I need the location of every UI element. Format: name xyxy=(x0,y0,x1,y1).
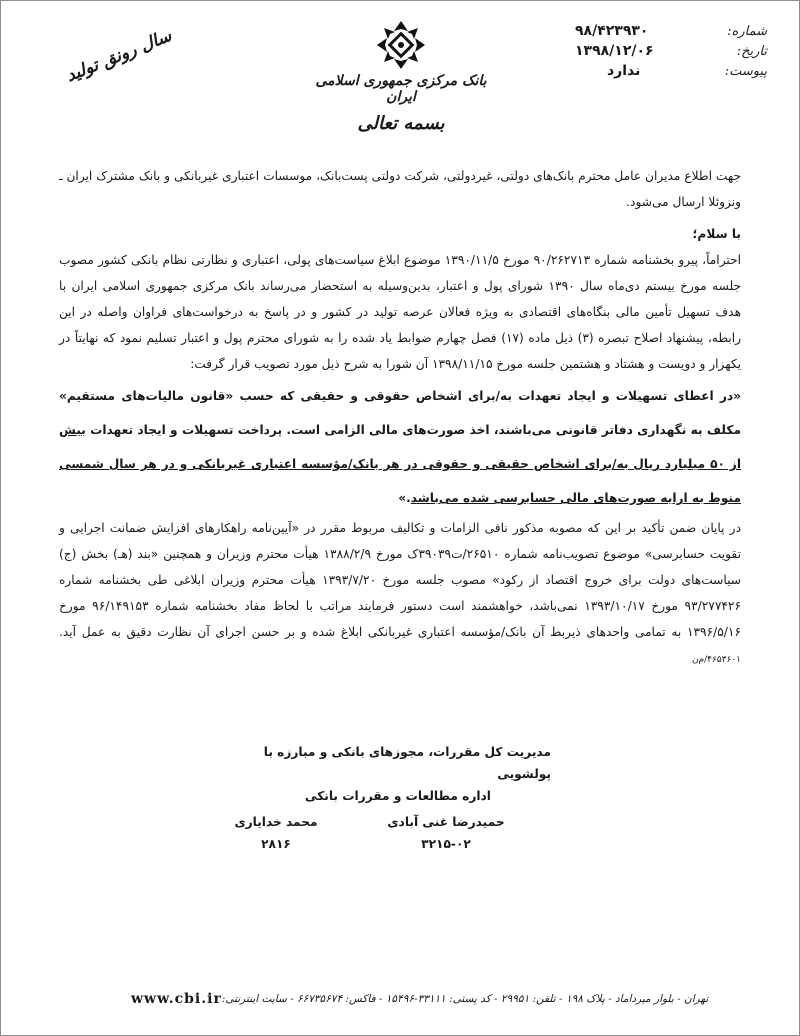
bank-emblem-icon xyxy=(375,19,427,71)
signature-dept-1: مدیریت کل مقررات، مجوزهای بانکی و مبارزه با پولشویی xyxy=(263,745,551,781)
resolution-part-1: «در اعطای تسهیلات و ایجاد تعهدات به/برای اشخاص حقوقی و حقیقی که حسب «قانون مالیات‌های مستقیم» مکلف به نگهداری دفاتر قانونی می‌باشند، اخذ صورت‌های مالی الزامی است. پرداخت تسهیلات و ایجاد تعهدات xyxy=(59,389,741,437)
signature-dept-2: اداره مطالعات و مقررات بانکی xyxy=(304,789,491,803)
meta-attachment-row xyxy=(567,63,767,79)
signature-block xyxy=(211,741,551,855)
attachment-label: پیوست: xyxy=(724,64,767,79)
bank-name: بانک مرکزی جمهوری اسلامی ایران xyxy=(315,73,487,105)
number-value: ۹۸/۴۲۳۹۳۰ xyxy=(575,23,649,39)
paragraph-1: احتراماً، پیرو بخشنامه شماره ۹۰/۲۶۲۷۱۳ مورخ ۱۳۹۰/۱۱/۵ موضوع ابلاغ سیاست‌های پولی، اعتباری و نظارتی نظام بانکی کشور مصوب جلسه مورخ بیستم دی‌ماه سال ۱۳۹۰ شورای پول و اعتبار، بدین‌وسیله به استحضار می‌رساند بانک مرکزی جمهوری اسلامی ایران با هدف تسهیل تأمین مالی بنگاه‌های اقتصادی به ویژه فعالان عرصه تولید در کشور و در پاسخ به درخواست‌های فراوان واصله در این رابطه، پیشنهاد اصلاح تبصره (۳) ذیل ماده (۱۷) فصل چهارم ضوابط یاد شده را به شورای محترم پول و اعتبار تسلیم نمود که نهایتاً در یکهزار و دویست و هشتاد و هشتمین جلسه مورخ ۱۳۹۸/۱۱/۱۵ آن شورا به شرح ذیل مورد تصویب قرار گرفت: xyxy=(59,253,742,371)
resolution-underlined: بیش از ۵۰ میلیارد ریال به/برای اشخاص حقیقی و حقوقی در هر بانک/مؤسسه اعتباری غیربانکی و در هر سال شمسی منوط به ارایه صورت‌های مالی حسابرسی شده می‌باشد xyxy=(59,423,741,505)
signature-names xyxy=(211,811,551,833)
resolution-part-3: .» xyxy=(398,491,411,505)
date-label: تاریخ: xyxy=(736,44,767,59)
attachment-value: ندارد xyxy=(607,63,641,79)
number-label: شماره: xyxy=(727,24,767,39)
year-slogan: سال رونق تولید xyxy=(63,25,175,87)
signer-code-left: ۲۸۱۶ xyxy=(261,837,291,851)
footer-address: تهران - بلوار میرداماد - پلاک ۱۹۸ - تلفن: ۲۹۹۵۱ - کد پستی: ۳۳۱۱۱-۱۵۴۹۶ - فاکس: ۶۶۷۳۵۶۷۴ - سایت اینترنتی: xyxy=(221,993,709,1005)
paragraph-2-text: در پایان ضمن تأکید بر این که مصوبه مذکور نافی الزامات و تکالیف مربوط مقرر در «آیین‌نامه راهکارهای افزایش ضمانت اجرایی و تقویت حسابرسی» موضوع تصویب‌نامه شماره ۲۶۵۱۰/ت۳۹۰۳۹ک مورخ ۱۳۸۸/۲/۹ هیأت محترم وزیران و همچنین «بند (هـ) بخش (ج) سیاست‌های دولت برای خروج اقتصاد از رکود» مصوب جلسه مورخ ۱۳۹۳/۷/۲۰ هیأت محترم وزیران ابلاغی طی بخشنامه شماره ۹۳/۲۷۷۴۲۶ مورخ ۱۳۹۳/۱۰/۱۷ نمی‌باشد، خواهشمند است دستور فرمایند مراتب با لحاظ مفاد بخشنامه شماره ۹۶/۱۴۹۱۵۳ مورخ ۱۳۹۶/۵/۱۶ به تمامی واحدهای ذیربط آن بانک/مؤسسه اعتباری غیربانکی ابلاغ شده و بر حسن اجرای آن نظارت دقیق به عمل آید. xyxy=(59,521,742,639)
signer-name-left: محمد خدایاری xyxy=(234,815,318,829)
intro-paragraph: جهت اطلاع مدیران عامل محترم بانک‌های دولتی، غیردولتی، شرکت دولتی پست‌بانک، موسسات اعتباری غیربانکی و بانک مشترک ایران ـ ونزوئلا ارسال می‌شود. xyxy=(59,169,741,209)
signer-name-right: حمیدرضا غنی آبادی xyxy=(387,815,505,829)
letter-meta xyxy=(567,23,767,83)
signature-codes xyxy=(211,833,551,855)
bismillah: بسمه تعالی xyxy=(357,113,445,134)
footer-website: www.cbi.ir xyxy=(131,991,222,1007)
date-value: ۱۳۹۸/۱۲/۰۶ xyxy=(575,43,654,59)
greeting: با سلام؛ xyxy=(692,227,741,241)
letter-footer xyxy=(131,991,709,1007)
meta-number-row xyxy=(567,23,767,39)
signer-code-right: ۳۲۱۵-۰۲ xyxy=(421,837,471,851)
resolution-paragraph xyxy=(59,379,741,515)
meta-date-row xyxy=(567,43,767,59)
bank-logo-block xyxy=(301,19,501,134)
paragraph-2 xyxy=(59,515,741,673)
reference-code: ۴۶۵۳۶۰۱/م‌ن xyxy=(691,655,741,665)
letter-body xyxy=(59,163,741,673)
